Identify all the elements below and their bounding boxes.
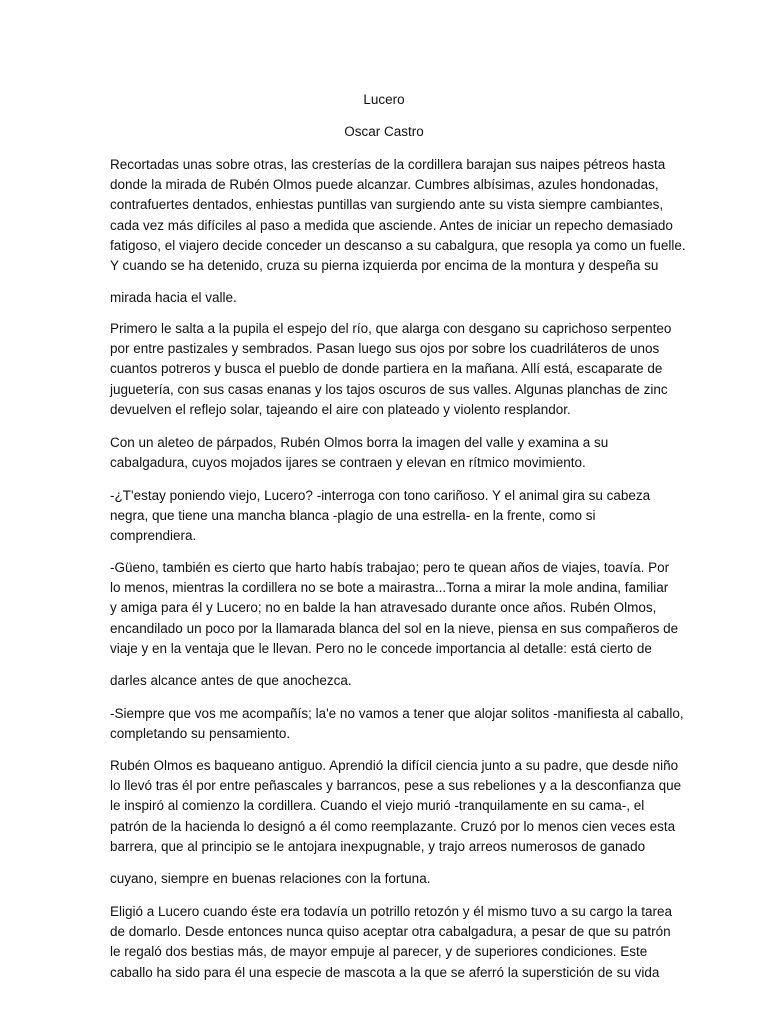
text-line: cuyano, siempre en buenas relaciones con la fortuna. [110, 871, 431, 886]
text-line: negra, que tiene una mancha blanca -plagio de una estrella- en la frente, como si [110, 508, 596, 524]
text-line: juguetería, con sus casas enanas y los tajos oscuros de sus valles. Algunas planchas de zinc [110, 381, 668, 397]
text-line: le regaló dos bestias más, de mayor empuje al parecer, y de superiores condiciones. Este [110, 944, 648, 960]
text-line: viaje y en la ventaja que le llevan. Pero no le concede importancia al detalle: está cierto de [110, 640, 652, 656]
text-line: y amiga para él y Lucero; no en balde la han atravesado durante once años. Rubén Olmos, [110, 600, 657, 616]
text-line: cuantos potreros y busca el pueblo de donde partiera en la mañana. Allí está, escaparate de [110, 361, 663, 377]
text-line: cada vez más difíciles al paso a medida que asciende. Antes de iniciar un repecho demasiado [110, 217, 673, 233]
paragraph-4 [110, 433, 670, 473]
text-line: Eligió a Lucero cuando éste era todavía un potrillo retozón y él mismo tuvo a su cargo la tarea [110, 904, 673, 919]
paragraph-2 [110, 288, 670, 308]
text-line: caballo ha sido para él una especie de mascota a la que se aferró la superstición de su vida [110, 964, 660, 980]
text-line: comprendiera. [110, 528, 197, 544]
text-line: lo menos, mientras la cordillera no se bote a mairastra...Torna a mirar la mole andina, familiar [110, 580, 669, 596]
text-line: -¿T'estay poniendo viejo, Lucero? -interroga con tono cariñoso. Y el animal gira su cabeza [110, 488, 651, 503]
text-line: contrafuertes dentados, enhiestas puntillas van surgiendo ante su vista siempre cambiantes, [110, 197, 664, 213]
document-title: Lucero [363, 92, 405, 107]
text-line: Recortadas unas sobre otras, las cresterías de la cordillera barajan sus naipes pétreos hasta [110, 157, 666, 172]
paragraph-7 [110, 671, 670, 691]
paragraph-1 [110, 155, 686, 276]
text-line: encandilado un poco por la llamarada blanca del sol en la nieve, piensa en sus compañeros de [110, 620, 679, 636]
text-line: patrón de la hacienda lo designó a él como reemplazante. Cruzó por lo menos cien veces esta [110, 818, 676, 834]
paragraph-5 [110, 486, 670, 547]
text-line: Con un aleteo de párpados, Rubén Olmos borra la imagen del valle y examina a su [110, 435, 609, 450]
paragraph-10 [110, 869, 670, 889]
text-line: lo llevó tras él por entre peñascales y barrancos, pese a sus rebeliones y a la desconfianza que [110, 778, 682, 794]
text-line: de domarlo. Desde entonces nunca quiso aceptar otra cabalgadura, a pesar de que su patrón [110, 924, 671, 940]
text-line: -Siempre que vos me acompañís; la'e no vamos a tener que alojar solitos -manifiesta al caballo, [110, 706, 684, 721]
paragraph-9 [110, 756, 682, 857]
paragraph-8 [110, 704, 684, 744]
text-line: fatigoso, el viajero decide conceder un descanso a su cabalgura, que resopla ya como un fuelle. [110, 237, 686, 253]
text-line: le inspiró al comienzo la cordillera. Cuando el viejo murió -tranquilamente en su cama-, el [110, 798, 645, 814]
text-line: darles alcance antes de que anochezca. [110, 673, 352, 688]
text-line: donde la mirada de Rubén Olmos puede alcanzar. Cumbres albísimas, azules hondonadas, [110, 177, 659, 193]
text-line: por entre pastizales y sembrados. Pasan luego sus ojos por sobre los cuadriláteros de unos [110, 341, 660, 357]
text-line: barrera, que al principio se le antojara inexpugnable, y trajo arreos numerosos de ganado [110, 838, 646, 854]
paragraph-11 [110, 902, 673, 983]
text-line: Y cuando se ha detenido, cruza su pierna izquierda por encima de la montura y despeña su [110, 258, 659, 274]
paragraph-6 [110, 558, 679, 659]
text-line: mirada hacia el valle. [110, 290, 237, 305]
text-line: -Güeno, también es cierto que harto habís trabajao; pero te quean años de viajes, toavía. Por [110, 560, 670, 575]
text-line: Rubén Olmos es baqueano antiguo. Aprendió la difícil ciencia junto a su padre, que desde niño [110, 758, 679, 773]
paragraph-3 [110, 319, 670, 420]
text-line: Primero le salta a la pupila el espejo del río, que alarga con desgano su caprichoso serpenteo [110, 321, 672, 336]
document-author: Oscar Castro [344, 124, 424, 139]
text-line: cabalgadura, cuyos mojados ijares se contraen y elevan en rítmico movimiento. [110, 455, 586, 471]
text-line: devuelven el reflejo solar, tajeando el aire con plateado y violento resplandor. [110, 401, 571, 417]
text-line: completando su pensamiento. [110, 726, 291, 742]
